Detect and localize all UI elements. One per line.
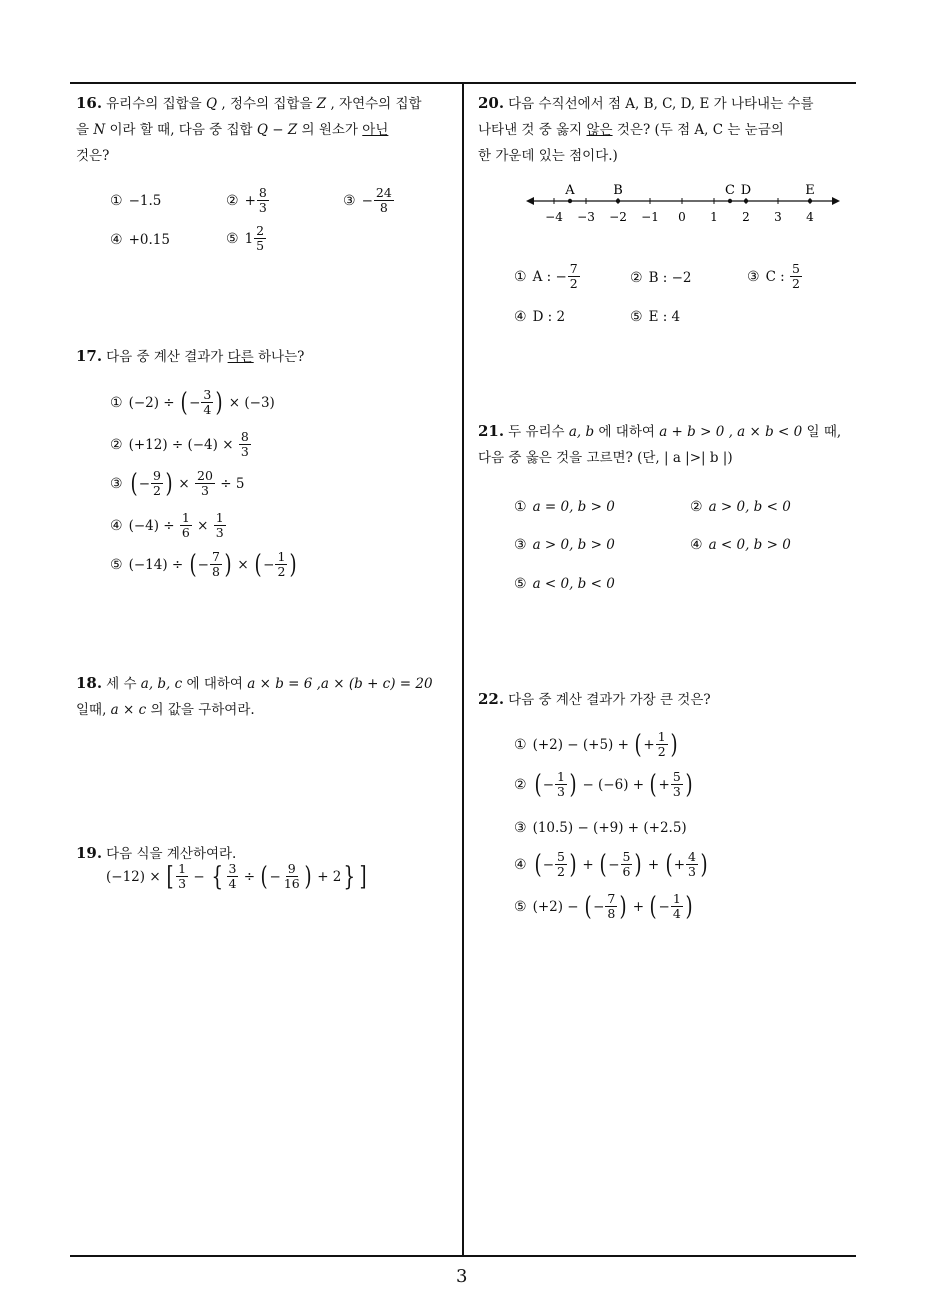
q22-option-2[interactable]: ② ( − $\frac{1}{3}$ ) − (−6) + ( + $\frac{5}{3}$ ) <box>514 769 693 800</box>
question-18: 18. 세 수 a, b, c 에 대하여 a × b = 6 ,a × (b + c) = 20 일때, a × c 의 값을 구하여라. <box>76 674 433 718</box>
point-C <box>728 199 732 203</box>
tick-label: 2 <box>742 210 750 224</box>
point-D <box>744 199 748 203</box>
question-17: 17. 다음 중 계산 결과가 다른 하나는? <box>76 347 305 365</box>
q17-option-5[interactable]: ⑤ (−14) ÷ ( − $\frac{7}{8}$ ) × ( − $\frac{1}{2}$ ) <box>110 549 298 580</box>
number-line-points <box>564 183 814 203</box>
tick-label: −2 <box>609 210 627 224</box>
q21-option-5[interactable]: ⑤ a < 0, b < 0 <box>514 576 615 592</box>
question-20: 20. 다음 수직선에서 점 A, B, C, D, E 가 나타내는 수를 나타낸 것 중 옳지 않은 것은? (두 점 A, C 는 눈금의 한 가운데 있는 점이다.) <box>478 94 814 164</box>
q21-option-2[interactable]: ② a > 0, b < 0 <box>690 499 791 515</box>
q17-option-2[interactable]: ② (+12) ÷ (−4) × $\frac{8}{3}$ <box>110 429 249 459</box>
point-A <box>568 199 572 203</box>
q21-option-4[interactable]: ④ a < 0, b > 0 <box>690 537 791 553</box>
q16-option-4[interactable]: ④ +0.15 <box>110 232 170 248</box>
number-line <box>520 176 850 228</box>
q20-option-4[interactable]: ④ D : 2 <box>514 309 566 325</box>
q17-option-3[interactable]: ③ ( − $\frac{9}{2}$ ) × $\frac{20}{3}$ ÷ 5 <box>110 468 245 499</box>
question-19: 19. 다음 식을 계산하여라. <box>76 844 237 862</box>
point-label-A: A <box>565 183 575 198</box>
tick-label: −4 <box>545 210 563 224</box>
point-B <box>616 199 620 203</box>
question-22: 22. 다음 중 계산 결과가 가장 큰 것은? <box>478 690 711 708</box>
point-label-C: C <box>725 183 735 198</box>
q21-option-3[interactable]: ③ a > 0, b > 0 <box>514 537 615 553</box>
q22-option-3[interactable]: ③ (10.5) − (+9) + (+2.5) <box>514 820 687 836</box>
tick-label: −3 <box>577 210 595 224</box>
q22-option-5[interactable]: ⑤ (+2) − ( − $\frac{7}{8}$ ) + ( − $\frac{1}{4}$ ) <box>514 891 693 922</box>
q21-option-1[interactable]: ① a = 0, b > 0 <box>514 499 615 515</box>
question-21: 21. 두 유리수 a, b 에 대하여 a + b > 0 , a × b < 0 일 때, 다음 중 옳은 것을 고르면? (단, | a |>| b |) <box>478 422 842 466</box>
point-E <box>808 199 812 203</box>
q16-option-2[interactable]: ② + $\frac{8}{3}$ <box>226 185 267 215</box>
q20-option-3[interactable]: ③ C : $\frac{5}{2}$ <box>747 261 800 291</box>
bottom-rule <box>70 1255 856 1257</box>
q16-option-5[interactable]: ⑤ 1 $\frac{2}{5}$ <box>226 223 265 253</box>
tick-label: 4 <box>806 210 814 224</box>
q20-option-2[interactable]: ② B : −2 <box>630 270 692 286</box>
tick-label: −1 <box>641 210 659 224</box>
q22-option-4[interactable]: ④ ( − $\frac{5}{2}$ ) + ( − $\frac{5}{6}$ ) + ( + $\frac{4}{3}$ ) <box>514 849 708 880</box>
q22-option-1[interactable]: ① (+2) − (+5) + ( + $\frac{1}{2}$ ) <box>514 729 678 760</box>
question-number: 16. <box>76 94 103 112</box>
point-label-E: E <box>805 183 815 198</box>
point-label-B: B <box>613 183 623 198</box>
q20-option-5[interactable]: ⑤ E : 4 <box>630 309 681 325</box>
q19-expression: (−12) × [ $\frac{1}{3}$ − { $\frac{3}{4}$ ÷ ( − $\frac{9}{16}$ ) + 2 } ] <box>106 861 367 892</box>
page-number: 3 <box>456 1266 468 1287</box>
tick-label: 3 <box>774 210 782 224</box>
point-label-D: D <box>740 183 752 198</box>
q16-option-3[interactable]: ③ − $\frac{24}{8}$ <box>343 185 392 215</box>
tick-label: 1 <box>710 210 718 224</box>
q16-option-1[interactable]: ① −1.5 <box>110 193 162 209</box>
column-divider <box>462 82 464 1256</box>
tick-labels <box>545 210 814 224</box>
q20-option-1[interactable]: ① A : − $\frac{7}{2}$ <box>514 261 578 291</box>
q17-option-4[interactable]: ④ (−4) ÷ $\frac{1}{6}$ × $\frac{1}{3}$ <box>110 510 224 540</box>
question-16: 16. 유리수의 집합을 Q , 정수의 집합을 Z , 자연수의 집합 을 N 이라 할 때, 다음 중 집합 Q − Z 의 원소가 아닌 것은? <box>76 94 422 164</box>
q17-option-1[interactable]: ① (−2) ÷ ( − $\frac{3}{4}$ ) × (−3) <box>110 387 275 418</box>
tick-label: 0 <box>678 210 686 224</box>
